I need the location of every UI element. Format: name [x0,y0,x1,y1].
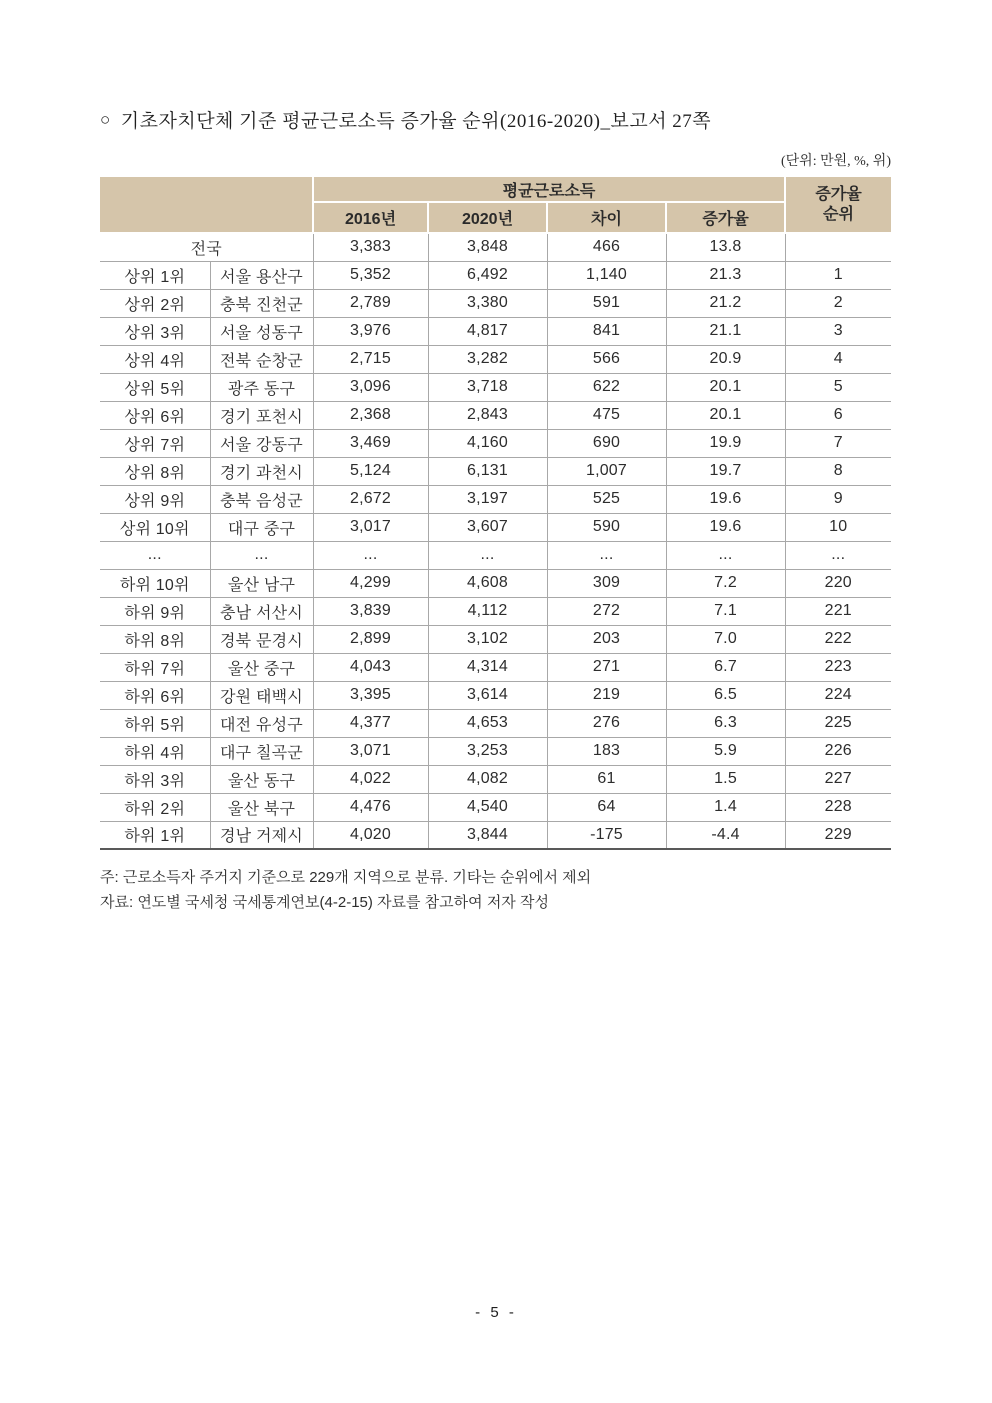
table-row [100,765,891,793]
rank-cell: 상위 2위 [100,289,210,317]
rank-cell: 하위 2위 [100,793,210,821]
v2020-cell: 6,492 [428,261,547,289]
region-cell: 대전 유성구 [210,709,313,737]
v2020-cell: 4,817 [428,317,547,345]
diff-cell: 183 [547,737,666,765]
table-row [100,233,891,261]
rank-cell: 상위 7위 [100,429,210,457]
growth-cell: 6.3 [666,709,785,737]
order-cell: 221 [785,597,891,625]
order-cell: 7 [785,429,891,457]
region-cell: 대구 중구 [210,513,313,541]
group-header-avg-income: 평균근로소득 [313,176,785,202]
table-row [100,513,891,541]
order-cell: 8 [785,457,891,485]
diff-cell: 475 [547,401,666,429]
footnote-source: 자료: 연도별 국세청 국세통계연보(4-2-15) 자료를 참고하여 저자 작성 [100,894,549,911]
page-title [100,106,891,133]
diff-cell: 272 [547,597,666,625]
v2016-cell: 2,789 [313,289,428,317]
region-cell: 경기 과천시 [210,457,313,485]
v2020-cell: 4,112 [428,597,547,625]
region-cell: 광주 동구 [210,373,313,401]
rank-cell: 상위 10위 [100,513,210,541]
rank-cell: ... [100,541,210,569]
table-row [100,345,891,373]
region-cell: 서울 성동구 [210,317,313,345]
v2016-cell: 2,715 [313,345,428,373]
v2020-cell: 4,160 [428,429,547,457]
table-row [100,261,891,289]
region-cell: 충북 음성군 [210,485,313,513]
region-cell: 충북 진천군 [210,289,313,317]
rank-cell: 하위 9위 [100,597,210,625]
page-title-text: 기초자치단체 기준 평균근로소득 증가율 순위(2016-2020)_보고서 27쪽 [120,111,712,132]
region-cell: 서울 강동구 [210,429,313,457]
growth-cell: 19.9 [666,429,785,457]
diff-cell: 525 [547,485,666,513]
table-row [100,597,891,625]
v2020-cell: 3,718 [428,373,547,401]
rank-cell: 하위 5위 [100,709,210,737]
rank-cell: 하위 10위 [100,569,210,597]
growth-cell: 13.8 [666,233,785,261]
diff-cell: 1,007 [547,457,666,485]
table-body [100,233,891,849]
table-row [100,625,891,653]
rank-cell: 상위 9위 [100,485,210,513]
table-row [100,401,891,429]
growth-rank-header [785,176,891,233]
diff-cell: -175 [547,821,666,849]
v2016-cell: 3,469 [313,429,428,457]
rank-cell: 상위 1위 [100,261,210,289]
diff-cell: ... [547,541,666,569]
footnotes [100,865,891,915]
growth-cell: 1.5 [666,765,785,793]
v2020-cell: 6,131 [428,457,547,485]
diff-cell: 271 [547,653,666,681]
rank-cell: 상위 6위 [100,401,210,429]
table-row [100,737,891,765]
table-header [100,176,891,233]
v2016-cell: 3,017 [313,513,428,541]
rank-cell: 하위 8위 [100,625,210,653]
v2016-cell: ... [313,541,428,569]
order-cell: 228 [785,793,891,821]
growth-cell: 1.4 [666,793,785,821]
growth-cell: 20.1 [666,401,785,429]
col-header-growth: 증가율 [666,202,785,233]
growth-cell: 6.5 [666,681,785,709]
v2020-cell: 3,844 [428,821,547,849]
table-row [100,793,891,821]
v2020-cell: 2,843 [428,401,547,429]
diff-cell: 61 [547,765,666,793]
diff-cell: 219 [547,681,666,709]
diff-cell: 466 [547,233,666,261]
order-cell: 227 [785,765,891,793]
region-cell: 서울 용산구 [210,261,313,289]
growth-cell: 6.7 [666,653,785,681]
v2016-cell: 2,899 [313,625,428,653]
region-cell: 울산 중구 [210,653,313,681]
growth-cell: 19.6 [666,485,785,513]
order-cell: 4 [785,345,891,373]
order-cell: 229 [785,821,891,849]
order-cell: 3 [785,317,891,345]
income-growth-rank-table [100,175,891,850]
rank-cell: 상위 4위 [100,345,210,373]
v2020-cell: 3,607 [428,513,547,541]
region-cell: 경북 문경시 [210,625,313,653]
order-cell: 6 [785,401,891,429]
v2020-cell: ... [428,541,547,569]
order-cell: 224 [785,681,891,709]
v2016-cell: 4,476 [313,793,428,821]
diff-cell: 590 [547,513,666,541]
unit-note: (단위: 만원, %, 위) [781,154,891,169]
diff-cell: 841 [547,317,666,345]
v2020-cell: 3,253 [428,737,547,765]
v2020-cell: 3,282 [428,345,547,373]
table-row [100,569,891,597]
v2016-cell: 3,976 [313,317,428,345]
table-row [100,317,891,345]
v2020-cell: 3,848 [428,233,547,261]
growth-cell: 19.7 [666,457,785,485]
v2016-cell: 3,383 [313,233,428,261]
region-cell: 경남 거제시 [210,821,313,849]
col-header-diff: 차이 [547,202,666,233]
diff-cell: 690 [547,429,666,457]
circle-bullet-icon: ○ [100,109,111,129]
region-cell: 충남 서산시 [210,597,313,625]
growth-cell: 21.2 [666,289,785,317]
table-row [100,457,891,485]
corner-header-cell [100,176,313,233]
region-cell: 전북 순창군 [210,345,313,373]
v2016-cell: 3,395 [313,681,428,709]
v2016-cell: 5,352 [313,261,428,289]
order-cell: 2 [785,289,891,317]
region-cell: 경기 포천시 [210,401,313,429]
growth-cell: 21.1 [666,317,785,345]
diff-cell: 1,140 [547,261,666,289]
v2016-cell: 4,299 [313,569,428,597]
v2020-cell: 4,608 [428,569,547,597]
v2016-cell: 2,368 [313,401,428,429]
v2020-cell: 3,197 [428,485,547,513]
v2016-cell: 4,043 [313,653,428,681]
v2020-cell: 3,614 [428,681,547,709]
growth-rank-header-line2: 순위 [823,205,854,223]
growth-cell: 7.2 [666,569,785,597]
growth-cell: -4.4 [666,821,785,849]
diff-cell: 64 [547,793,666,821]
order-cell: 220 [785,569,891,597]
v2016-cell: 2,672 [313,485,428,513]
rank-cell: 하위 3위 [100,765,210,793]
order-cell: 9 [785,485,891,513]
v2020-cell: 4,082 [428,765,547,793]
rank-cell: 상위 3위 [100,317,210,345]
growth-cell: 20.9 [666,345,785,373]
table-row [100,821,891,849]
rank-cell: 하위 4위 [100,737,210,765]
rank-cell: 하위 1위 [100,821,210,849]
diff-cell: 203 [547,625,666,653]
v2020-cell: 3,102 [428,625,547,653]
growth-cell: ... [666,541,785,569]
v2016-cell: 3,096 [313,373,428,401]
table-row [100,485,891,513]
table-row [100,653,891,681]
growth-cell: 19.6 [666,513,785,541]
region-cell: 강원 태백시 [210,681,313,709]
order-cell: 222 [785,625,891,653]
order-cell: 5 [785,373,891,401]
v2016-cell: 5,124 [313,457,428,485]
v2016-cell: 3,071 [313,737,428,765]
table-row [100,289,891,317]
diff-cell: 591 [547,289,666,317]
order-cell: 225 [785,709,891,737]
table-row [100,541,891,569]
footnote-classification: 주: 근로소득자 주거지 기준으로 229개 지역으로 분류. 기타는 순위에서 제외 [100,869,592,886]
growth-cell: 7.1 [666,597,785,625]
region-cell: 울산 동구 [210,765,313,793]
page-number: - 5 - [475,1304,517,1321]
v2020-cell: 4,314 [428,653,547,681]
v2020-cell: 4,540 [428,793,547,821]
growth-rank-header-line1: 증가율 [815,185,862,203]
v2016-cell: 4,020 [313,821,428,849]
order-cell: 223 [785,653,891,681]
order-cell [785,233,891,261]
order-cell: 1 [785,261,891,289]
diff-cell: 622 [547,373,666,401]
growth-cell: 7.0 [666,625,785,653]
v2016-cell: 4,377 [313,709,428,737]
v2016-cell: 3,839 [313,597,428,625]
region-cell: 대구 칠곡군 [210,737,313,765]
col-header-2016: 2016년 [313,202,428,233]
order-cell: 226 [785,737,891,765]
table-row [100,373,891,401]
growth-cell: 21.3 [666,261,785,289]
v2020-cell: 3,380 [428,289,547,317]
order-cell: 10 [785,513,891,541]
rank-cell: 상위 8위 [100,457,210,485]
v2016-cell: 4,022 [313,765,428,793]
v2020-cell: 4,653 [428,709,547,737]
table-row [100,681,891,709]
diff-cell: 276 [547,709,666,737]
growth-cell: 5.9 [666,737,785,765]
region-cell: ... [210,541,313,569]
region-cell: 울산 남구 [210,569,313,597]
region-cell: 울산 북구 [210,793,313,821]
rank-cell: 하위 7위 [100,653,210,681]
rank-cell: 상위 5위 [100,373,210,401]
col-header-2020: 2020년 [428,202,547,233]
growth-cell: 20.1 [666,373,785,401]
order-cell: ... [785,541,891,569]
table-row [100,429,891,457]
diff-cell: 566 [547,345,666,373]
rank-cell: 하위 6위 [100,681,210,709]
rank-cell: 전국 [100,233,313,261]
table-row [100,709,891,737]
diff-cell: 309 [547,569,666,597]
